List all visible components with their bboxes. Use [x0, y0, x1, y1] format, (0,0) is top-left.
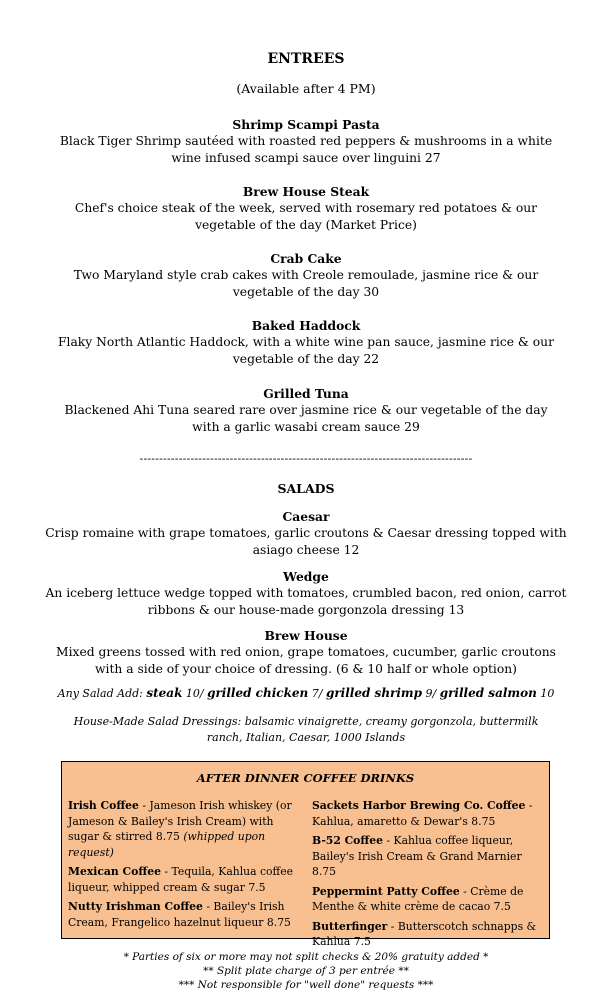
coffee-item	[312, 833, 544, 880]
addon-label: Any Salad Add:	[57, 687, 147, 700]
coffee-item-name: Mexican Coffee	[68, 865, 161, 878]
coffee-item-desc: - Crème de Menthe & white crème de cacao 7.5	[312, 884, 524, 913]
coffee-item-name: B-52 Coffee	[312, 834, 383, 847]
addon-shrimp: grilled shrimp	[325, 686, 423, 700]
salad-dressings	[60, 714, 552, 745]
addon-price: 9/	[422, 687, 440, 700]
entrees-availability: (Available after 4 PM)	[236, 81, 376, 96]
coffee-item-name: Sackets Harbor Brewing Co. Coffee	[312, 799, 526, 812]
salad-addons	[30, 686, 582, 700]
menu-item-desc: An iceberg lettuce wedge topped with tomatoes, crumbled bacon, red onion, carrot	[45, 586, 567, 600]
menu-item	[40, 508, 572, 559]
menu-item-title: Shrimp Scampi Pasta	[232, 117, 380, 132]
menu-item-desc: Flaky North Atlantic Haddock, with a white wine pan sauce, jasmine rice & our	[58, 335, 554, 349]
footer-note: * Parties of six or more may not split checks & 20% gratuity added *	[123, 951, 489, 963]
menu-item-desc: wine infused scampi sauce over linguini 27	[171, 151, 441, 165]
menu-item	[40, 250, 572, 301]
menu-item-desc: with a garlic wasabi cream sauce 29	[192, 420, 420, 434]
menu-item-desc: vegetable of the day 22	[232, 352, 380, 366]
footer-note: *** Not responsible for "well done" requests ***	[178, 979, 434, 991]
coffee-item	[312, 884, 544, 915]
menu-item-desc: Blackened Ahi Tuna seared rare over jasmine rice & our vegetable of the day	[64, 403, 548, 417]
coffee-item-name: Irish Coffee	[68, 799, 139, 812]
menu-item-title: Caesar	[282, 509, 330, 524]
salads-heading: SALADS	[277, 481, 335, 496]
menu-item-desc: Black Tiger Shrimp sautéed with roasted red peppers & mushrooms in a white	[59, 134, 553, 148]
menu-item-desc: Crisp romaine with grape tomatoes, garlic croutons & Caesar dressing topped with	[45, 526, 567, 540]
coffee-item-desc: - Bailey's Irish Cream, Frangelico hazelnut liqueur 8.75	[68, 900, 291, 929]
section-divider: -------------------------------------------------------------------------------------	[139, 452, 473, 465]
menu-item-desc: vegetable of the day (Market Price)	[195, 218, 417, 232]
coffee-item-note: (whipped upon request)	[68, 830, 266, 859]
dressings-line: House-Made Salad Dressings: balsamic vinaigrette, creamy gorgonzola, buttermilk	[73, 715, 539, 728]
menu-item-desc: ribbons & our house-made gorgonzola dressing 13	[147, 603, 465, 617]
addon-price: 10/	[182, 687, 208, 700]
addon-price: 10	[536, 687, 555, 700]
coffee-item-name: Nutty Irishman Coffee	[68, 900, 203, 913]
coffee-item-desc: - Jameson Irish whiskey (or Jameson & Bailey's Irish Cream) with sugar & stirred 8.75	[68, 799, 292, 843]
menu-item-desc: vegetable of the day 30	[232, 285, 380, 299]
menu-item-title: Brew House	[264, 628, 348, 643]
coffee-drinks-box	[61, 761, 550, 948]
coffee-item	[68, 899, 304, 930]
menu-item-title: Baked Haddock	[251, 318, 361, 333]
menu-item	[40, 183, 572, 234]
coffee-column-right	[312, 798, 544, 954]
menu-item-title: Crab Cake	[270, 251, 342, 266]
dressings-line: ranch, Italian, Caesar, 1000 Islands	[206, 730, 406, 744]
menu-item	[40, 385, 572, 436]
menu-item	[40, 317, 572, 368]
menu-item	[40, 627, 572, 678]
menu-item-desc: with a side of your choice of dressing. (6 & 10 half or whole option)	[95, 662, 517, 676]
coffee-item-name: Butterfinger	[312, 919, 388, 933]
footer-notes	[0, 950, 612, 992]
coffee-item-desc: - Kahlua, amaretto & Dewar's 8.75	[312, 799, 533, 828]
addon-price: 7/	[308, 687, 326, 700]
menu-item-desc: Mixed greens tossed with red onion, grape tomatoes, cucumber, garlic croutons	[56, 645, 556, 659]
coffee-item-name: Peppermint Patty Coffee	[312, 884, 460, 898]
addon-chicken: grilled chicken	[207, 686, 309, 700]
coffee-heading: AFTER DINNER COFFEE DRINKS	[196, 771, 415, 785]
addon-steak: steak	[146, 686, 183, 700]
footer-note: ** Split plate charge of 3 per entrée **	[203, 965, 409, 977]
coffee-item	[312, 919, 544, 950]
coffee-item	[68, 864, 304, 895]
menu-item-title: Grilled Tuna	[263, 386, 349, 401]
menu-item-desc: Chef's choice steak of the week, served with rosemary red potatoes & our	[74, 201, 538, 215]
menu-item-title: Brew House Steak	[242, 184, 370, 199]
menu-item	[40, 568, 572, 619]
addon-salmon: grilled salmon	[439, 686, 537, 700]
coffee-item-desc: - Butterscotch schnapps & Kahlua 7.5	[312, 919, 537, 948]
entrees-heading: ENTREES	[267, 51, 345, 67]
coffee-item	[68, 798, 304, 860]
menu-item-desc: asiago cheese 12	[252, 543, 360, 557]
coffee-item-desc: - Tequila, Kahlua coffee liqueur, whipped cream & sugar 7.5	[68, 865, 294, 894]
coffee-column-left	[68, 798, 304, 934]
coffee-item-desc: - Kahlua coffee liqueur, Bailey's Irish Cream & Grand Marnier 8.75	[312, 834, 522, 878]
coffee-item	[312, 798, 544, 829]
menu-item-title: Wedge	[283, 569, 329, 584]
menu-item	[40, 116, 572, 167]
menu-item-desc: Two Maryland style crab cakes with Creole remoulade, jasmine rice & our	[73, 268, 539, 282]
